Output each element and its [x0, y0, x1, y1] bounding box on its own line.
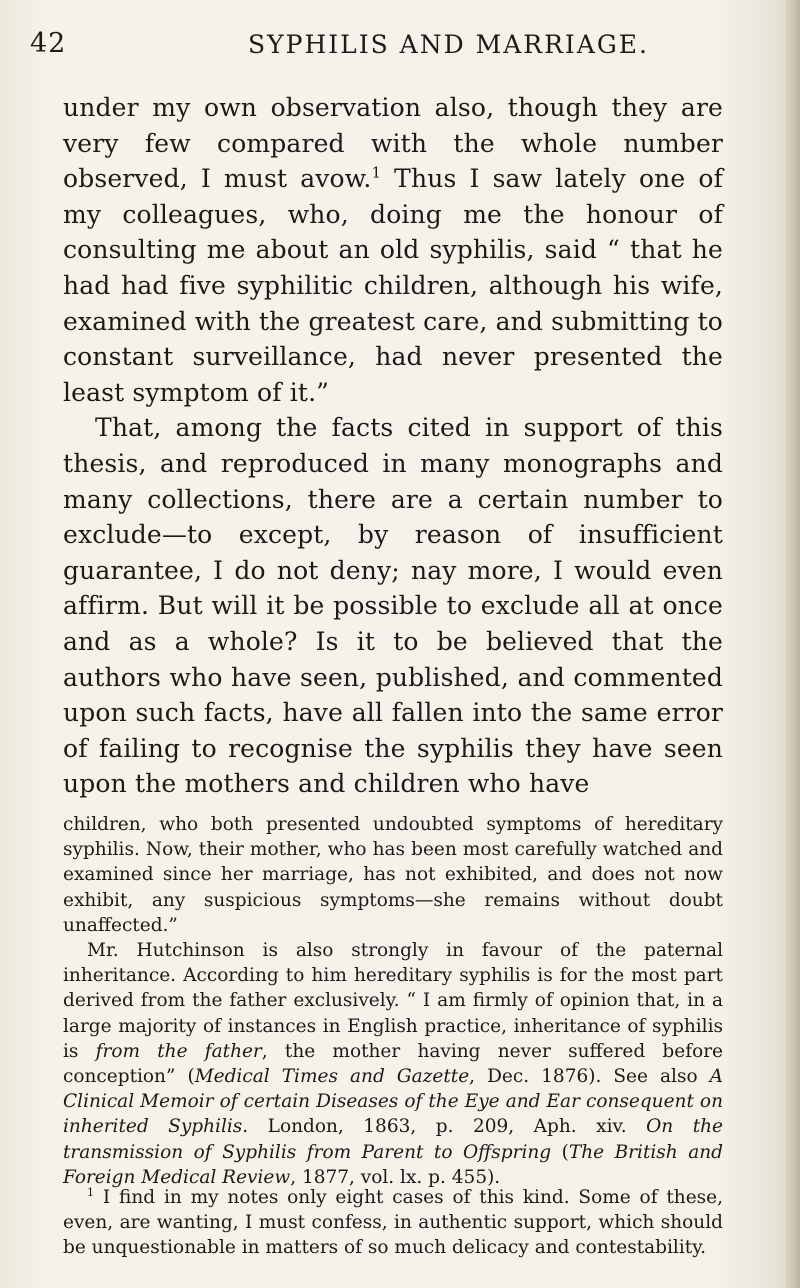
page-edge [786, 0, 800, 1288]
continued-quotation [63, 812, 723, 1190]
quotation-paragraph-2: Mr. Hutchinson is also strongly in favour of the paternal inheritance. According to him hereditary syphilis is for the most part derived from the father exclusively. “ I am firmly of opinion that, in a large majority of instances in English practice, inheritance of syphilis is from the father, the mother having never suffered before conception” (Medical Times and Gazette, Dec. 1876). See also A Clinical Memoir of certain Diseases of the Eye and Ear consequent on inherited Syphilis. London, 1863, p. 209, Aph. xiv. On the transmission of Syphilis from Parent to Offspring (The British and Foreign Medical Review, 1877, vol. lx. p. 455). [63, 940, 723, 1188]
quotation-paragraph-1: children, who both presented undoubted symptoms of hereditary syphilis. Now, their mother, who has been most carefully watched and examined since her marriage, has not exhibited, and does not now exhibit, any suspicious symptoms—she remains without doubt unaffected.” [63, 814, 723, 936]
footnote-reference: 1 [371, 163, 382, 182]
page-header [30, 18, 770, 62]
main-text [63, 90, 723, 802]
footnote-text: I find in my notes only eight cases of this kind. Some of these, even, are wanting, I must confess, in authentic support, which should be unquestionable in matters of so much delicacy and contestability. [63, 1187, 723, 1259]
page-number: 42 [30, 28, 67, 59]
paragraph-1: under my own observation also, though they are very few compared with the whole number observed, I must avow.$^1$ Thus I saw lately one of my colleagues, who, doing me the honour of consulting me about an old syphilis, said “ that he had had five syphilitic children, although his wife, examined with the greatest care, and submitting to constant surveillance, had never presented the least symptom of it.” [63, 93, 723, 407]
footnote [63, 1185, 723, 1261]
footnote-marker: 1 [87, 1185, 95, 1199]
paragraph-2: That, among the facts cited in support of this thesis, and reproduced in many monographs and many collections, there are a certain number to exclude—to except, by reason of insufficient guarantee, I do not deny; nay more, I would even affirm. But will it be possible to exclude all at once and as a whole? Is it to be believed that the authors who have seen, published, and commented upon such facts, have all fallen into the same error of failing to recognise the syphilis they have seen upon the mothers and children who have [63, 413, 723, 799]
running-head: SYPHILIS AND MARRIAGE. [248, 30, 649, 59]
